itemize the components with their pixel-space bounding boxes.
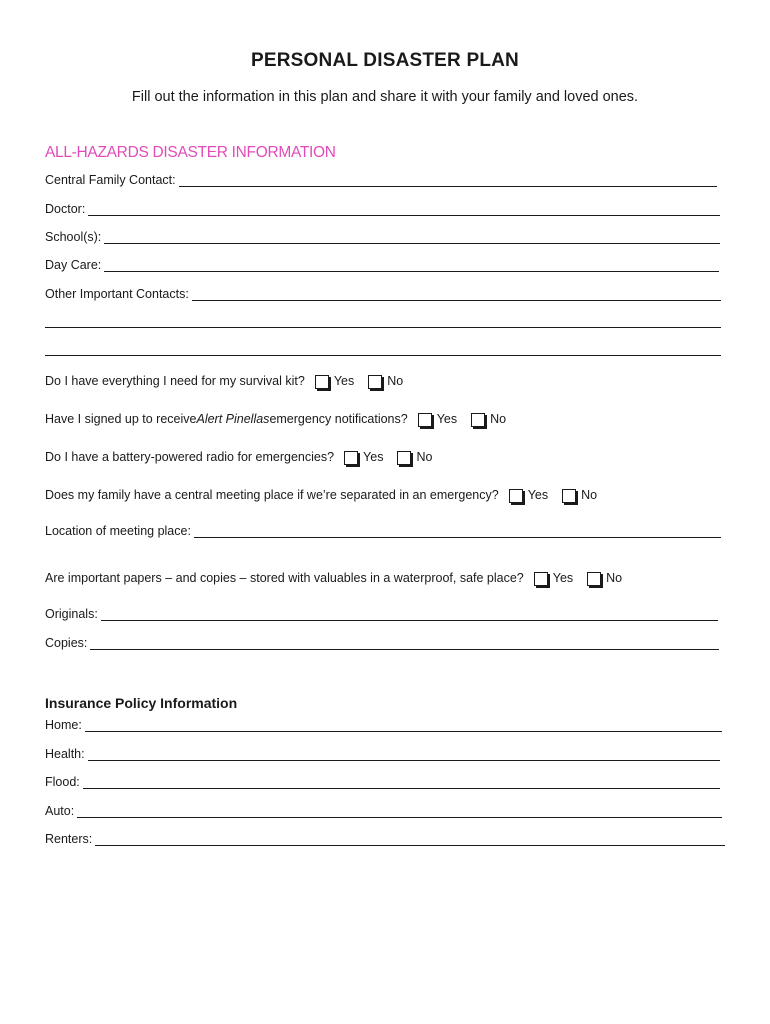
survival-kit-no-checkbox[interactable]	[368, 375, 382, 389]
insurance-flood-row	[45, 773, 720, 789]
radio-no-checkbox[interactable]	[397, 451, 411, 465]
copies-row	[45, 634, 719, 650]
field-label: Health:	[45, 747, 85, 761]
insurance-flood-field[interactable]	[83, 776, 720, 789]
radio-yes-checkbox[interactable]	[344, 451, 358, 465]
other-contacts-field[interactable]	[192, 288, 721, 301]
option-label: No	[606, 571, 623, 585]
field-label: Day Care:	[45, 258, 102, 272]
copies-field[interactable]	[90, 637, 719, 650]
insurance-heading: Insurance Policy Information	[45, 695, 238, 711]
question-text: Does my family have a central meeting place if we’re separated in an emergency?	[45, 488, 499, 502]
other-contacts-row	[45, 285, 721, 301]
field-label: Auto:	[45, 804, 75, 818]
radio-question	[45, 450, 440, 464]
other-contacts-line-3[interactable]	[45, 355, 721, 356]
field-label: Other Important Contacts:	[45, 287, 189, 301]
field-label: Doctor:	[45, 202, 86, 216]
doctor-row	[45, 200, 720, 216]
central-family-contact-field[interactable]	[179, 174, 717, 187]
option-label: Yes	[527, 488, 549, 502]
field-label: School(s):	[45, 230, 102, 244]
option-label: Yes	[363, 450, 384, 464]
question-text: Do I have everything I need for my survival kit?	[45, 374, 305, 388]
option-label: Yes	[436, 412, 458, 426]
survival-kit-yes-checkbox[interactable]	[315, 375, 329, 389]
meeting-location-row	[45, 522, 721, 538]
field-label: Renters:	[45, 832, 93, 846]
meeting-location-field[interactable]	[194, 525, 721, 538]
question-text-italic: Alert Pinellas	[196, 412, 270, 426]
day-care-field[interactable]	[104, 259, 719, 272]
schools-field[interactable]	[104, 231, 720, 244]
important-papers-no-checkbox[interactable]	[587, 572, 601, 586]
option-label: No	[416, 450, 433, 464]
insurance-health-row	[45, 745, 720, 761]
meeting-place-no-checkbox[interactable]	[562, 489, 576, 503]
field-label: Location of meeting place:	[45, 524, 191, 538]
insurance-health-field[interactable]	[88, 748, 720, 761]
alert-pinellas-question	[45, 412, 514, 426]
option-label: No	[581, 488, 598, 502]
option-label: Yes	[333, 374, 355, 388]
question-text: Do I have a battery-powered radio for emergencies?	[45, 450, 335, 464]
important-papers-question	[45, 571, 630, 585]
field-label: Flood:	[45, 775, 80, 789]
schools-row	[45, 228, 720, 244]
field-label: Originals:	[45, 607, 98, 621]
important-papers-yes-checkbox[interactable]	[534, 572, 548, 586]
meeting-place-question	[45, 488, 605, 502]
field-label: Copies:	[45, 636, 88, 650]
insurance-home-row	[45, 716, 722, 732]
option-label: No	[387, 374, 404, 388]
insurance-renters-row	[45, 830, 725, 846]
day-care-row	[45, 256, 719, 272]
other-contacts-line-2[interactable]	[45, 327, 721, 328]
page-subtitle: Fill out the information in this plan and share it with your family and loved ones.	[131, 89, 639, 105]
page-title: PERSONAL DISASTER PLAN	[251, 50, 519, 71]
question-text: Are important papers – and copies – stored with valuables in a waterproof, safe place?	[45, 571, 524, 585]
alert-pinellas-yes-checkbox[interactable]	[418, 413, 432, 427]
option-label: Yes	[552, 571, 574, 585]
doctor-field[interactable]	[88, 203, 720, 216]
insurance-home-field[interactable]	[85, 719, 722, 732]
section-heading: ALL-HAZARDS DISASTER INFORMATION	[45, 144, 336, 161]
survival-kit-question	[45, 374, 411, 388]
insurance-auto-row	[45, 802, 722, 818]
question-text-after: emergency notifications?	[269, 412, 408, 426]
question-text-before: Have I signed up to receive	[45, 412, 197, 426]
originals-row	[45, 605, 718, 621]
option-label: No	[490, 412, 507, 426]
insurance-auto-field[interactable]	[77, 805, 722, 818]
meeting-place-yes-checkbox[interactable]	[509, 489, 523, 503]
field-label: Home:	[45, 718, 82, 732]
originals-field[interactable]	[101, 608, 718, 621]
alert-pinellas-no-checkbox[interactable]	[471, 413, 485, 427]
insurance-renters-field[interactable]	[95, 833, 725, 846]
field-label: Central Family Contact:	[45, 173, 176, 187]
central-family-contact-row	[45, 171, 717, 187]
